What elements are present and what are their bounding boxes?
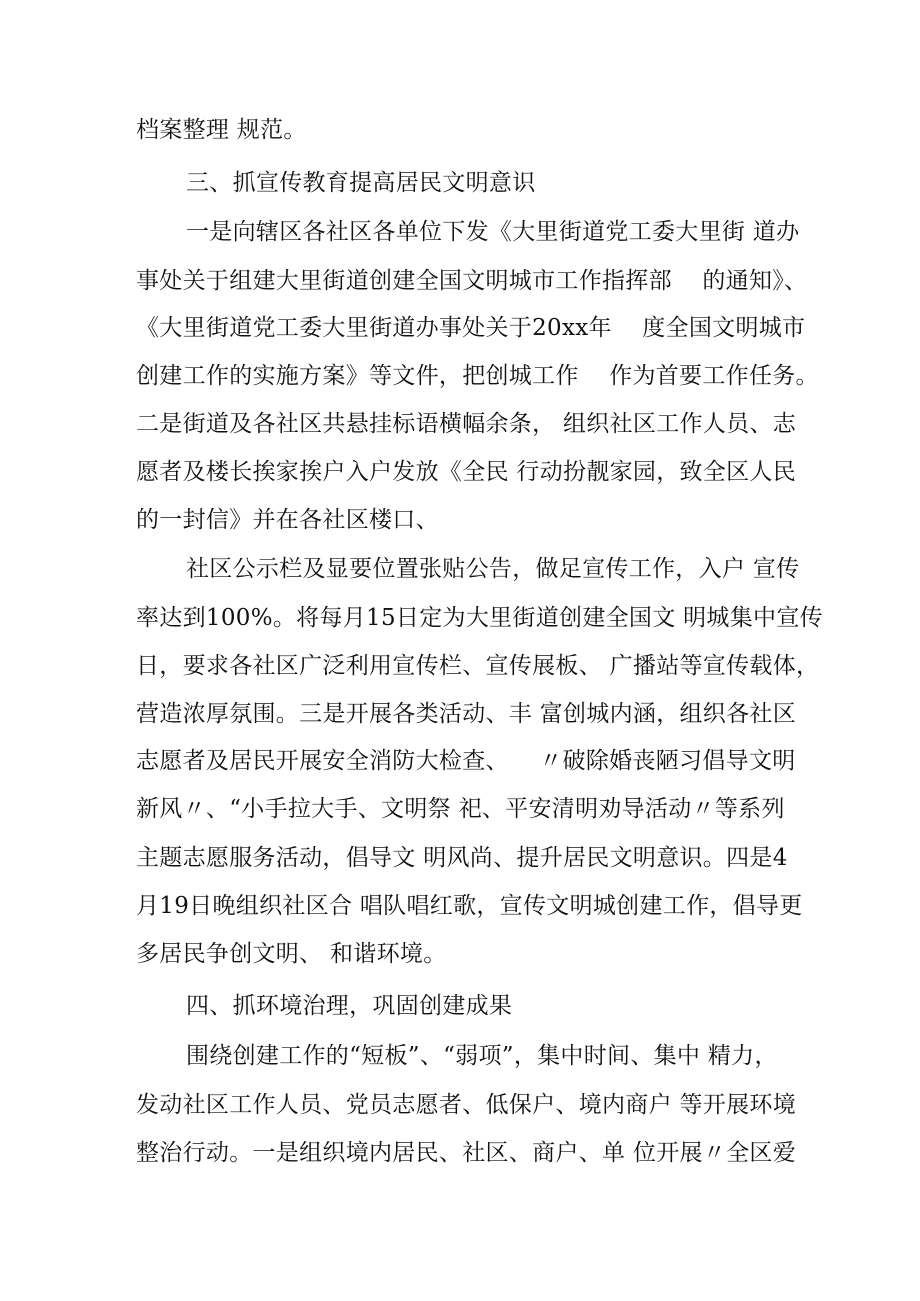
text-line: 围绕创建工作的“短板”、“弱项”，集中时间、集中 精力， [186, 1043, 778, 1069]
text-line: 事处关于组建大里街道创建全国文明城市工作指挥部 的通知》、 [136, 268, 808, 294]
text-line: 营造浓厚氛围。三是开展各类活动、丰 富创城内涵，组织各社区 [136, 701, 797, 727]
text-line: 整治行动。一是组织境内居民、社区、商户、单 位开展〃全区爱 [136, 1140, 797, 1166]
text-line: 主题志愿服务活动，倡导文 明风尚、提升居民文明意识。四是4 [136, 845, 788, 871]
text-line: 多居民争创文明、 和谐环境。 [136, 941, 447, 967]
text-line: 《大里街道党工委大里街道办事处关于20xx年 度全国文明城市 [136, 315, 806, 341]
text-line: 二是街道及各社区共悬挂标语横幅余条， 组织社区工作人员、志 [136, 411, 797, 437]
text-line: 创建工作的实施方案》等文件，把创城工作 作为首要工作任务。 [136, 363, 819, 389]
text-line: 社区公示栏及显要位置张贴公告，做足宣传工作，入户 宣传 [186, 556, 800, 582]
text-line: 志愿者及居民开展安全消防大检查、 〃破除婚丧陋习倡导文明 [136, 748, 796, 774]
section-heading: 三、抓宣传教育提高居民文明意识 [186, 170, 536, 196]
text-line: 档案整理 规范。 [136, 117, 307, 143]
text-line: 发动社区工作人员、党员志愿者、低保户、境内商户 等开展环境 [136, 1092, 797, 1118]
text-line: 的一封信》并在各社区楼口、 [136, 507, 439, 533]
text-line: 日，要求各社区广泛利用宣传栏、宣传展板、 广播站等宣传载体， [136, 653, 820, 679]
text-line: 新风〃、“小手拉大手、文明祭 祀、平安清明劝导活动〃等系列 [136, 796, 785, 822]
text-line: 愿者及楼长挨家挨户入户发放《全民 行动扮靓家园，致全区人民 [136, 459, 797, 485]
text-line: 一是向辖区各社区各单位下发《大里街道党工委大里街 道办 [186, 219, 800, 245]
section-heading: 四、抓环境治理，巩固创建成果 [186, 993, 513, 1019]
text-line: 率达到100%。将每月15日定为大里街道创建全国文 明城集中宣传 [136, 605, 823, 631]
text-line: 月19日晚组织社区合 唱队唱红歌，宣传文明城创建工作，倡导更 [136, 893, 803, 919]
